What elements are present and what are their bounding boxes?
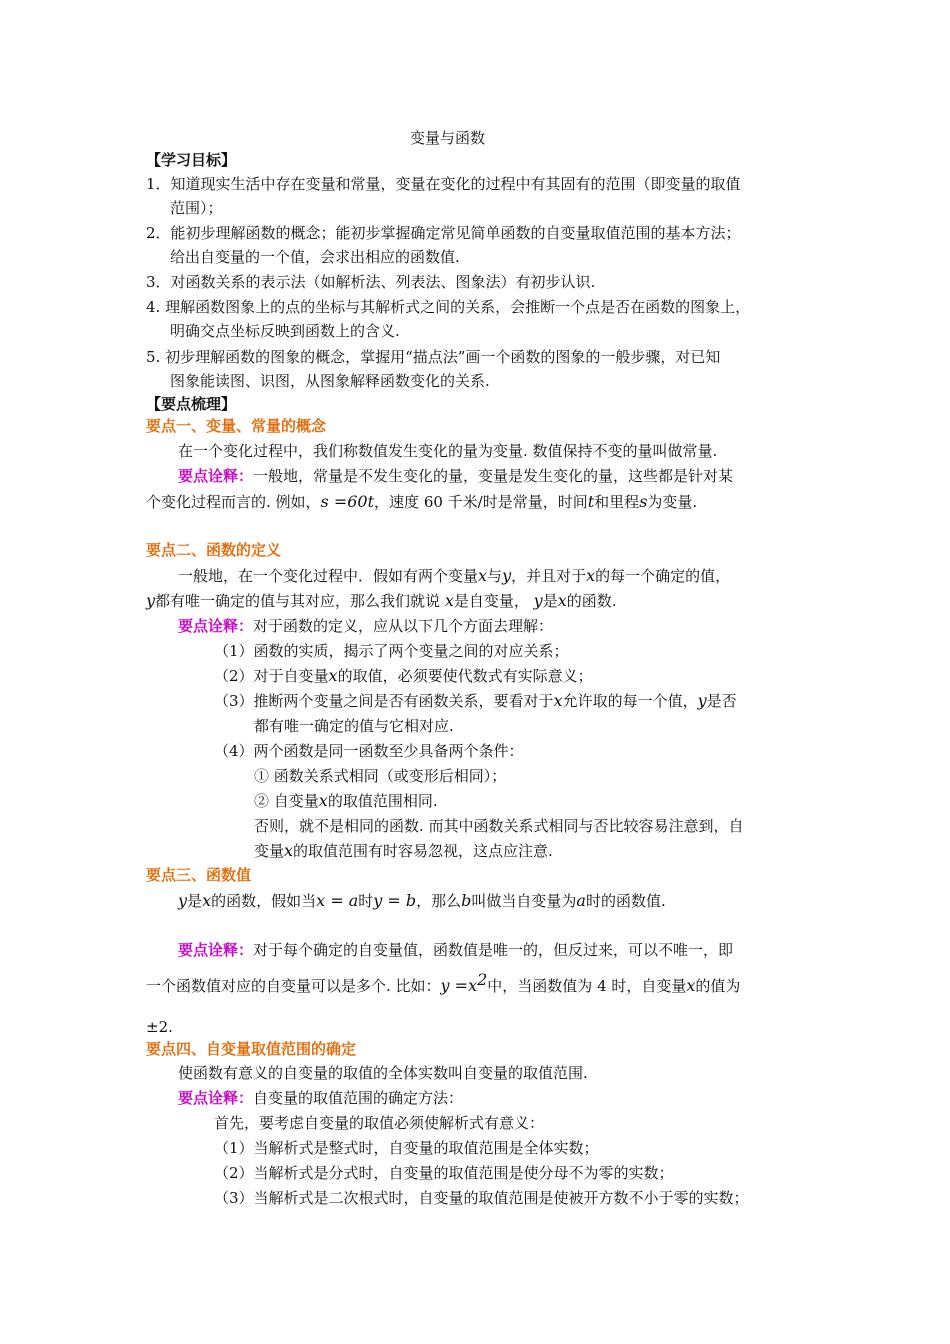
text-run: 的值为 [695, 977, 741, 995]
objectives-heading: 【学习目标】 [146, 151, 237, 169]
variable-x: x [557, 591, 567, 610]
page-title: 变量与函数 [410, 129, 486, 147]
note-line [178, 1088, 463, 1108]
note-text: 一般地，常量是不发生变化的量，变量是发生变化的量，这些都是针对某 [253, 467, 734, 485]
text-run: （2）对于自变量 [214, 667, 329, 685]
list-item [214, 691, 737, 711]
objective-line: 范围）； [170, 199, 223, 217]
note-label: 要点诠释： [178, 617, 254, 635]
note-label: 要点诠释： [178, 941, 254, 959]
text-run: 是自变量， [453, 592, 529, 610]
paragraph: 否则，就不是相同的函数. 而其中函数关系式相同与否比较容易注意到，自 [254, 817, 744, 835]
objective-line: 1．知道现实生活中存在变量和常量，变量在变化的过程中有其固有的范围（即变量的取值 [146, 175, 741, 193]
variable-b: b [461, 891, 472, 910]
list-item: （1）当解析式是整式时，自变量的取值范围是全体实数； [214, 1139, 599, 1157]
text-run: 的函数. [566, 592, 617, 610]
variable-y: y [533, 591, 543, 610]
text-run: 允许取的每一个值， [562, 692, 698, 710]
paragraph: 在一个变化过程中，我们称数值发生变化的量为变量. 数值保持不变的量叫做常量. [178, 442, 718, 460]
text-run: ② 自变量 [254, 792, 319, 810]
variable-x: x [686, 976, 696, 995]
text-run: 变量 [254, 842, 285, 860]
section-heading-1: 要点一、变量、常量的概念 [146, 417, 327, 435]
note-line [178, 940, 733, 960]
variable-x: x [444, 591, 454, 610]
text-run: ，速度 60 千米/时是常量，时间 [374, 493, 588, 511]
text-run: （3）推断两个变量之间是否有函数关系，要看对于 [214, 692, 554, 710]
variable-y: y [178, 891, 188, 910]
section-heading-4: 要点四、自变量取值范围的确定 [146, 1040, 357, 1058]
variable-x: x [586, 566, 596, 585]
objective-line: 给出自变量的一个值，会求出相应的函数值. [170, 248, 460, 266]
text-run: 中，当函数值为 4 时，自变量 [487, 977, 687, 995]
equation: y =x [440, 976, 478, 995]
paragraph: 使函数有意义的自变量的取值的全体实数叫自变量的取值范围. [178, 1064, 588, 1082]
list-item: （3）当解析式是二次根式时，自变量的取值范围是使被开方数不小于零的实数； [214, 1189, 749, 1207]
text-run: ，那么 [416, 892, 462, 910]
text-run: 是 [187, 892, 203, 910]
list-item [254, 791, 438, 811]
equation: s =60t [320, 492, 375, 511]
paragraph [146, 591, 617, 611]
text-run: 叫做当自变量为 [471, 892, 577, 910]
section-heading-2: 要点二、函数的定义 [146, 541, 282, 559]
variable-y: y [146, 591, 156, 610]
text-run: 个变化过程而言的. 例如， [146, 493, 321, 511]
text-run: 的函数，假如当 [211, 892, 317, 910]
list-item: （2）当解析式是分式时，自变量的取值范围是使分母不为零的实数； [214, 1164, 674, 1182]
text-run: 时 [358, 892, 374, 910]
paragraph [146, 970, 740, 996]
section-heading-3: 要点三、函数值 [146, 866, 252, 884]
variable-x: x [284, 841, 294, 860]
list-item: 都有唯一确定的值与它相对应. [254, 717, 454, 735]
objective-line: 4. 理解函数图象上的点的坐标与其解析式之间的关系，会推断一个点是否在函数的图象上， [146, 298, 751, 316]
text-run: 的取值范围有时容易忽视，这点应注意. [293, 842, 553, 860]
text-run: 是否 [706, 692, 737, 710]
text-run: 的取值，必须要使代数式有实际意义； [337, 667, 593, 685]
note-line [178, 616, 553, 636]
variable-s: s [639, 492, 648, 511]
points-heading: 【要点梳理】 [146, 395, 237, 413]
variable-x: x [478, 566, 488, 585]
note-label: 要点诠释： [178, 1089, 254, 1107]
equation: x = a [316, 891, 359, 910]
text-run: 是 [542, 592, 558, 610]
variable-x: x [553, 691, 563, 710]
text-run: 的取值范围相同. [327, 792, 438, 810]
text-run: 的每一个确定的值， [595, 567, 731, 585]
paragraph [146, 492, 697, 512]
paragraph: ±2. [146, 1018, 173, 1036]
list-item [214, 666, 593, 686]
text-run: 一般地，在一个变化过程中．假如有两个变量 [178, 567, 479, 585]
equation-exponent: 2 [477, 970, 488, 989]
text-run: ，并且对于 [511, 567, 587, 585]
text-run: 一个函数值对应的自变量可以是多个. 比如： [146, 977, 441, 995]
objective-line: 图象能读图、识图，从图象解释函数变化的关系. [170, 372, 490, 390]
note-text: 自变量的取值范围的确定方法： [253, 1089, 464, 1107]
variable-x: x [328, 666, 338, 685]
paragraph [178, 566, 730, 586]
variable-a: a [576, 891, 586, 910]
paragraph [254, 841, 553, 861]
paragraph [178, 891, 666, 911]
objective-line: 3．对函数关系的表示法（如解析法、列表法、图象法）有初步认识. [146, 273, 596, 291]
text-run: 与 [487, 567, 503, 585]
note-text: 对于函数的定义，应从以下几个方面去理解： [253, 617, 554, 635]
objective-line: 5. 初步理解函数的图象的概念，掌握用“描点法”画一个函数的图象的一般步骤，对已知 [146, 348, 721, 366]
variable-x: x [318, 791, 328, 810]
paragraph: 首先，要考虑自变量的取值必须使解析式有意义： [214, 1114, 545, 1132]
variable-y: y [502, 566, 512, 585]
note-line [178, 466, 733, 486]
objective-line: 明确交点坐标反映到函数上的含义. [170, 322, 400, 340]
variable-t: t [587, 492, 595, 511]
text-run: 都有唯一确定的值与其对应，那么我们就说 [155, 592, 441, 610]
equation: y = b [373, 891, 417, 910]
objective-line: 2．能初步理解函数的概念；能初步掌握确定常见简单函数的自变量取值范围的基本方法； [146, 224, 741, 242]
list-item: ① 函数关系式相同（或变形后相同）； [254, 767, 507, 785]
list-item: （4）两个函数是同一函数至少具备两个条件： [214, 742, 524, 760]
list-item: （1）函数的实质，揭示了两个变量之间的对应关系； [214, 642, 569, 660]
note-label: 要点诠释： [178, 467, 254, 485]
note-text: 对于每个确定的自变量值，函数值是唯一的，但反过来，可以不唯一，即 [253, 941, 734, 959]
variable-y: y [697, 691, 707, 710]
text-run: 为变量. [647, 493, 698, 511]
text-run: 时的函数值. [585, 892, 666, 910]
variable-x: x [202, 891, 212, 910]
text-run: 和里程 [594, 493, 640, 511]
